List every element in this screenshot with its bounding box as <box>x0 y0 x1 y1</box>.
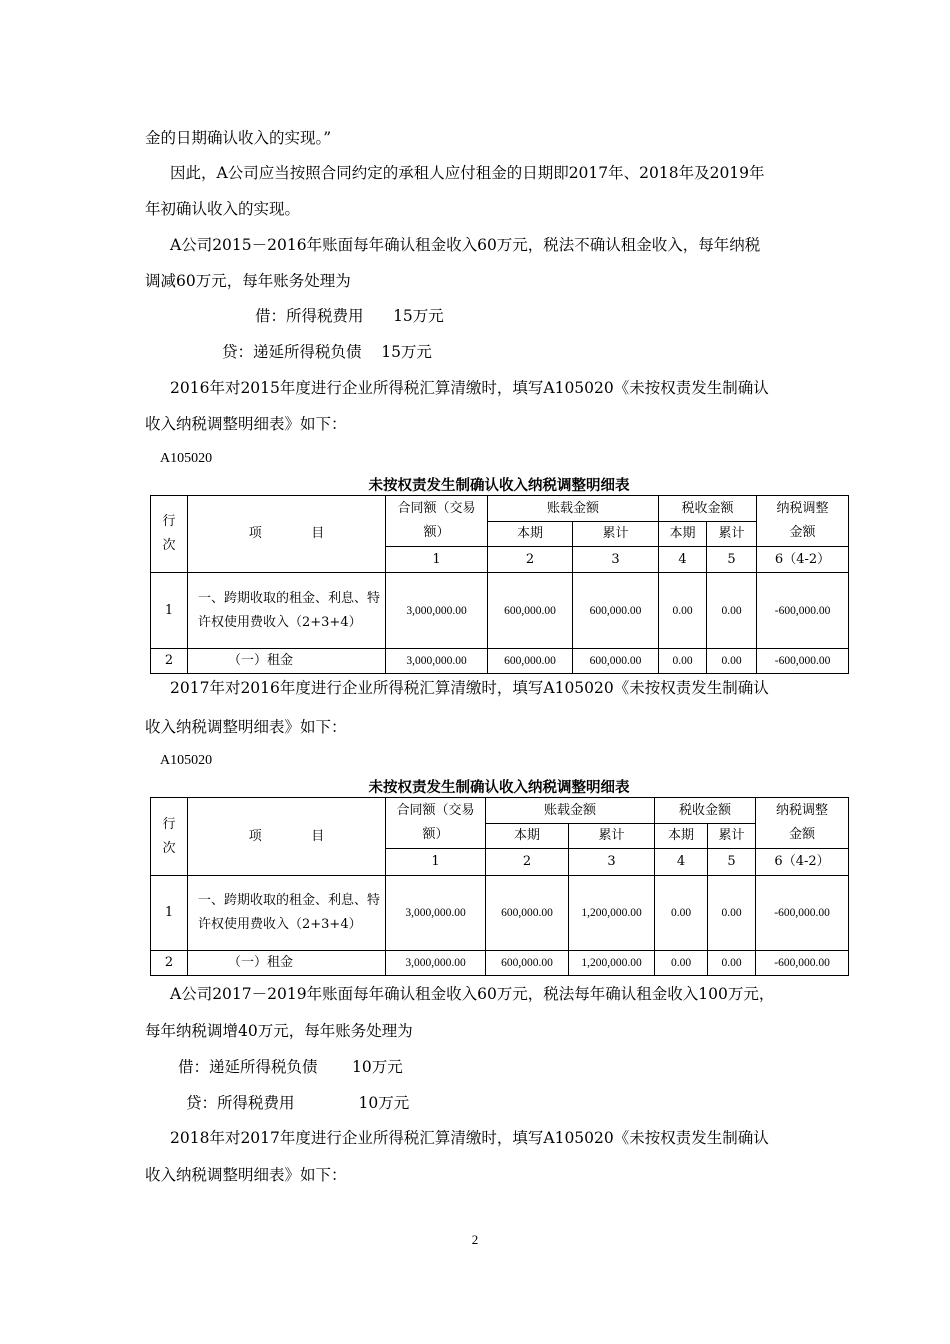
header-tax-current: 本期 <box>655 824 708 849</box>
col-index-6: 6（4-2） <box>757 547 849 573</box>
cell-tax-current: 0.00 <box>655 876 708 951</box>
paragraph-4: A公司2015－2016年账面每年确认租金收入60万元，税法不确认租金收入，每年纳税 <box>170 236 761 254</box>
cell-tax-cum: 0.00 <box>707 573 757 649</box>
col-index-3: 3 <box>573 547 659 573</box>
cell-book-cum: 1,200,000.00 <box>569 876 655 951</box>
cell-book-current: 600,000.00 <box>488 573 573 649</box>
cell-contract: 3,000,000.00 <box>386 649 488 674</box>
row-item: 一、跨期收取的租金、利息、特许权使用费收入（2+3+4） <box>188 573 386 649</box>
paragraph-16: 2018年对2017年度进行企业所得税汇算清缴时，填写A105020《未按权责发生制确认 <box>170 1129 769 1147</box>
paragraph-13: 每年纳税调增40万元，每年账务处理为 <box>145 1022 413 1040</box>
header-item: 项 目 <box>188 496 386 573</box>
col-index-5: 5 <box>707 547 757 573</box>
header-contract: 合同额（交易额） <box>386 798 486 849</box>
cell-book-cum: 1,200,000.00 <box>569 951 655 976</box>
header-hangci: 行 次 <box>151 798 188 876</box>
journal-credit-2: 贷：所得税费用 10万元 <box>186 1094 410 1112</box>
header-adjust-amount: 纳税调整金额 <box>756 798 849 849</box>
header-item: 项 目 <box>188 798 386 876</box>
row-item: 一、跨期收取的租金、利息、特许权使用费收入（2+3+4） <box>188 876 386 951</box>
cell-book-cum: 600,000.00 <box>573 649 659 674</box>
header-tax-current: 本期 <box>659 522 707 547</box>
row-no: 1 <box>151 573 188 649</box>
row-no: 2 <box>151 951 188 976</box>
header-tax-amount: 税收金额 <box>659 496 757 522</box>
cell-book-current: 600,000.00 <box>486 951 569 976</box>
cell-book-current: 600,000.00 <box>488 649 573 674</box>
header-book-current: 本期 <box>486 824 569 849</box>
cell-book-current: 600,000.00 <box>486 876 569 951</box>
form-code-2: A105020 <box>160 753 213 768</box>
header-book-current: 本期 <box>488 522 573 547</box>
cell-tax-cum: 0.00 <box>707 649 757 674</box>
table-row <box>151 649 849 674</box>
adjustment-table-1 <box>150 495 849 674</box>
paragraph-17: 收入纳税调整明细表》如下： <box>145 1166 347 1184</box>
table-row <box>151 573 849 649</box>
cell-book-cum: 600,000.00 <box>573 573 659 649</box>
col-index-5: 5 <box>708 849 756 876</box>
cell-contract: 3,000,000.00 <box>386 876 486 951</box>
header-adjust-amount: 纳税调整金额 <box>757 496 849 547</box>
form-code-1: A105020 <box>160 451 213 466</box>
cell-adjust: -600,000.00 <box>756 876 849 951</box>
header-tax-cum: 累计 <box>708 824 756 849</box>
table-row <box>151 876 849 951</box>
paragraph-1: 金的日期确认收入的实现。” <box>145 129 332 147</box>
cell-tax-cum: 0.00 <box>708 951 756 976</box>
col-index-6: 6（4-2） <box>756 849 849 876</box>
header-tax-amount: 税收金额 <box>655 798 756 824</box>
cell-adjust: -600,000.00 <box>757 573 849 649</box>
cell-tax-cum: 0.00 <box>708 876 756 951</box>
adjustment-table-2 <box>150 797 849 976</box>
col-index-3: 3 <box>569 849 655 876</box>
page-number: 2 <box>471 1232 479 1247</box>
cell-adjust: -600,000.00 <box>756 951 849 976</box>
table-title-2: 未按权责发生制确认收入纳税调整明细表 <box>368 779 630 796</box>
col-index-2: 2 <box>488 547 573 573</box>
header-tax-cum: 累计 <box>707 522 757 547</box>
col-index-4: 4 <box>659 547 707 573</box>
col-index-1: 1 <box>386 849 486 876</box>
col-index-2: 2 <box>486 849 569 876</box>
header-contract: 合同额（交易额） <box>386 496 488 547</box>
paragraph-12: A公司2017－2019年账面每年确认租金收入60万元，税法每年确认租金收入100万元， <box>170 985 775 1003</box>
header-book-amount: 账载金额 <box>488 496 659 522</box>
cell-tax-current: 0.00 <box>659 649 707 674</box>
paragraph-2: 因此，A公司应当按照合同约定的承租人应付租金的日期即2017年、2018年及2019年 <box>170 164 765 182</box>
paragraph-8: 2016年对2015年度进行企业所得税汇算清缴时，填写A105020《未按权责发生制确认 <box>170 379 769 397</box>
cell-contract: 3,000,000.00 <box>386 951 486 976</box>
paragraph-5: 调减60万元，每年账务处理为 <box>145 272 351 290</box>
header-book-cum: 累计 <box>569 824 655 849</box>
journal-debit-1: 借：所得税费用 15万元 <box>255 307 444 325</box>
header-book-cum: 累计 <box>573 522 659 547</box>
cell-adjust: -600,000.00 <box>757 649 849 674</box>
table-row <box>151 951 849 976</box>
col-index-4: 4 <box>655 849 708 876</box>
cell-contract: 3,000,000.00 <box>386 573 488 649</box>
col-index-1: 1 <box>386 547 488 573</box>
paragraph-9: 收入纳税调整明细表》如下： <box>145 415 347 433</box>
row-item: （一）租金 <box>188 649 386 674</box>
row-no: 1 <box>151 876 188 951</box>
cell-tax-current: 0.00 <box>659 573 707 649</box>
header-book-amount: 账载金额 <box>486 798 655 824</box>
journal-debit-2: 借：递延所得税负债 10万元 <box>178 1058 403 1076</box>
paragraph-11: 收入纳税调整明细表》如下： <box>145 718 347 736</box>
table-title-1: 未按权责发生制确认收入纳税调整明细表 <box>368 477 630 494</box>
paragraph-10: 2017年对2016年度进行企业所得税汇算清缴时，填写A105020《未按权责发生制确认 <box>170 679 769 697</box>
paragraph-3: 年初确认收入的实现。 <box>145 200 301 218</box>
header-hangci: 行 次 <box>151 496 188 573</box>
cell-tax-current: 0.00 <box>655 951 708 976</box>
row-no: 2 <box>151 649 188 674</box>
journal-credit-1: 贷：递延所得税负债 15万元 <box>222 343 432 361</box>
row-item: （一）租金 <box>188 951 386 976</box>
